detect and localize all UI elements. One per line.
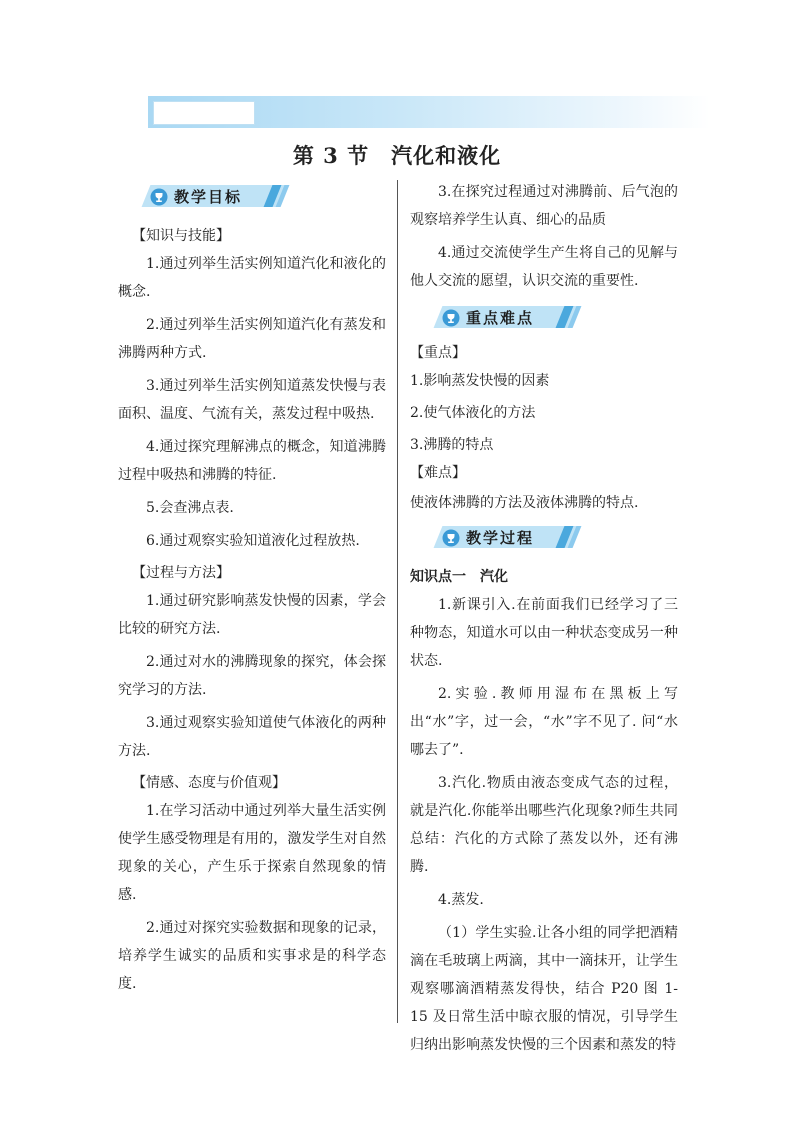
section-title: 教学目标: [174, 188, 243, 206]
paragraph: 4.蒸发.: [438, 892, 484, 908]
left-column: [118, 178, 386, 998]
paragraph: 4.通过交流使学生产生将自己的见解与他人交流的愿望，认识交流的重要性.: [410, 245, 678, 289]
section-banner-process: [410, 523, 678, 553]
header-label-box: [153, 101, 255, 125]
chapter-title: 第 3 节 汽化和液化: [292, 143, 502, 168]
paragraph: 4.通过探究理解沸点的概念，知道沸腾过程中吸热和沸腾的特征.: [118, 439, 386, 483]
column-divider: [397, 180, 398, 1023]
paragraph: 2.通过对探究实验数据和现象的记录，培养学生诚实的品质和实事求是的科学态度.: [118, 920, 386, 992]
list-item: 1.影响蒸发快慢的因素: [410, 373, 550, 389]
paragraph: 6.通过观察实验知道液化过程放热.: [146, 533, 360, 549]
subsection-heading: 【知识与技能】: [132, 228, 230, 244]
paragraph: 1.新课引入.在前面我们已经学习了三种物态，知道水可以由一种状态变成另一种状态.: [410, 597, 678, 669]
trophy-icon: [442, 529, 460, 547]
section-title: 重点难点: [466, 309, 535, 327]
subsection-heading: 【难点】: [410, 465, 466, 481]
paragraph: 2.通过对水的沸腾现象的探究，体会探究学习的方法.: [118, 654, 386, 698]
paragraph: 1.在学习活动中通过列举大量生活实例使学生感受物理是有用的，激发学生对自然现象的关心，产生乐于探索自然现象的情感.: [118, 803, 386, 903]
right-column: [410, 178, 678, 1059]
paragraph: 5.会查沸点表.: [146, 500, 234, 516]
paragraph: 3.汽化.物质由液态变成气态的过程，就是汽化.你能举出哪些汽化现象?师生共同总结：汽化的方式除了蒸发以外，还有沸腾.: [410, 775, 678, 875]
trophy-icon: [442, 309, 460, 327]
paragraph: 3.通过列举生活实例知道蒸发快慢与表面积、温度、气流有关，蒸发过程中吸热.: [118, 378, 386, 422]
paragraph: 3.通过观察实验知道使气体液化的两种方法.: [118, 715, 386, 759]
paragraph: 2.实验.教师用湿布在黑板上写出“水”字，过一会，“水”字不见了. 问“水哪去了”.: [410, 686, 678, 758]
paragraph: 1.通过研究影响蒸发快慢的因素，学会比较的研究方法.: [118, 593, 386, 637]
knowledge-point-heading: 知识点一 汽化: [410, 569, 508, 585]
trophy-icon: [150, 188, 168, 206]
section-banner-goals: [118, 182, 386, 212]
paragraph: 2.通过列举生活实例知道汽化有蒸发和沸腾两种方式.: [118, 317, 386, 361]
paragraph: 使液体沸腾的方法及液体沸腾的特点.: [410, 495, 639, 511]
list-item: 3.沸腾的特点: [410, 437, 494, 453]
paragraph: 1.通过列举生活实例知道汽化和液化的概念.: [118, 256, 386, 300]
subsection-heading: 【情感、态度与价值观】: [132, 775, 286, 791]
paragraph: 3.在探究过程通过对沸腾前、后气泡的观察培养学生认真、细心的品质: [410, 184, 678, 228]
list-item: 2.使气体液化的方法: [410, 405, 536, 421]
section-title: 教学过程: [466, 529, 535, 547]
paragraph: （1）学生实验.让各小组的同学把酒精滴在毛玻璃上两滴，其中一滴抹开，让学生观察哪滴酒精蒸发得快，结合 P20 图 1-15 及日常生活中晾衣服的情况，引导学生归纳出影响蒸发快慢的三个因素和蒸发的特: [410, 925, 678, 1053]
subsection-heading: 【过程与方法】: [132, 565, 230, 581]
subsection-heading: 【重点】: [410, 345, 466, 361]
section-banner-keypoints: [410, 303, 678, 333]
